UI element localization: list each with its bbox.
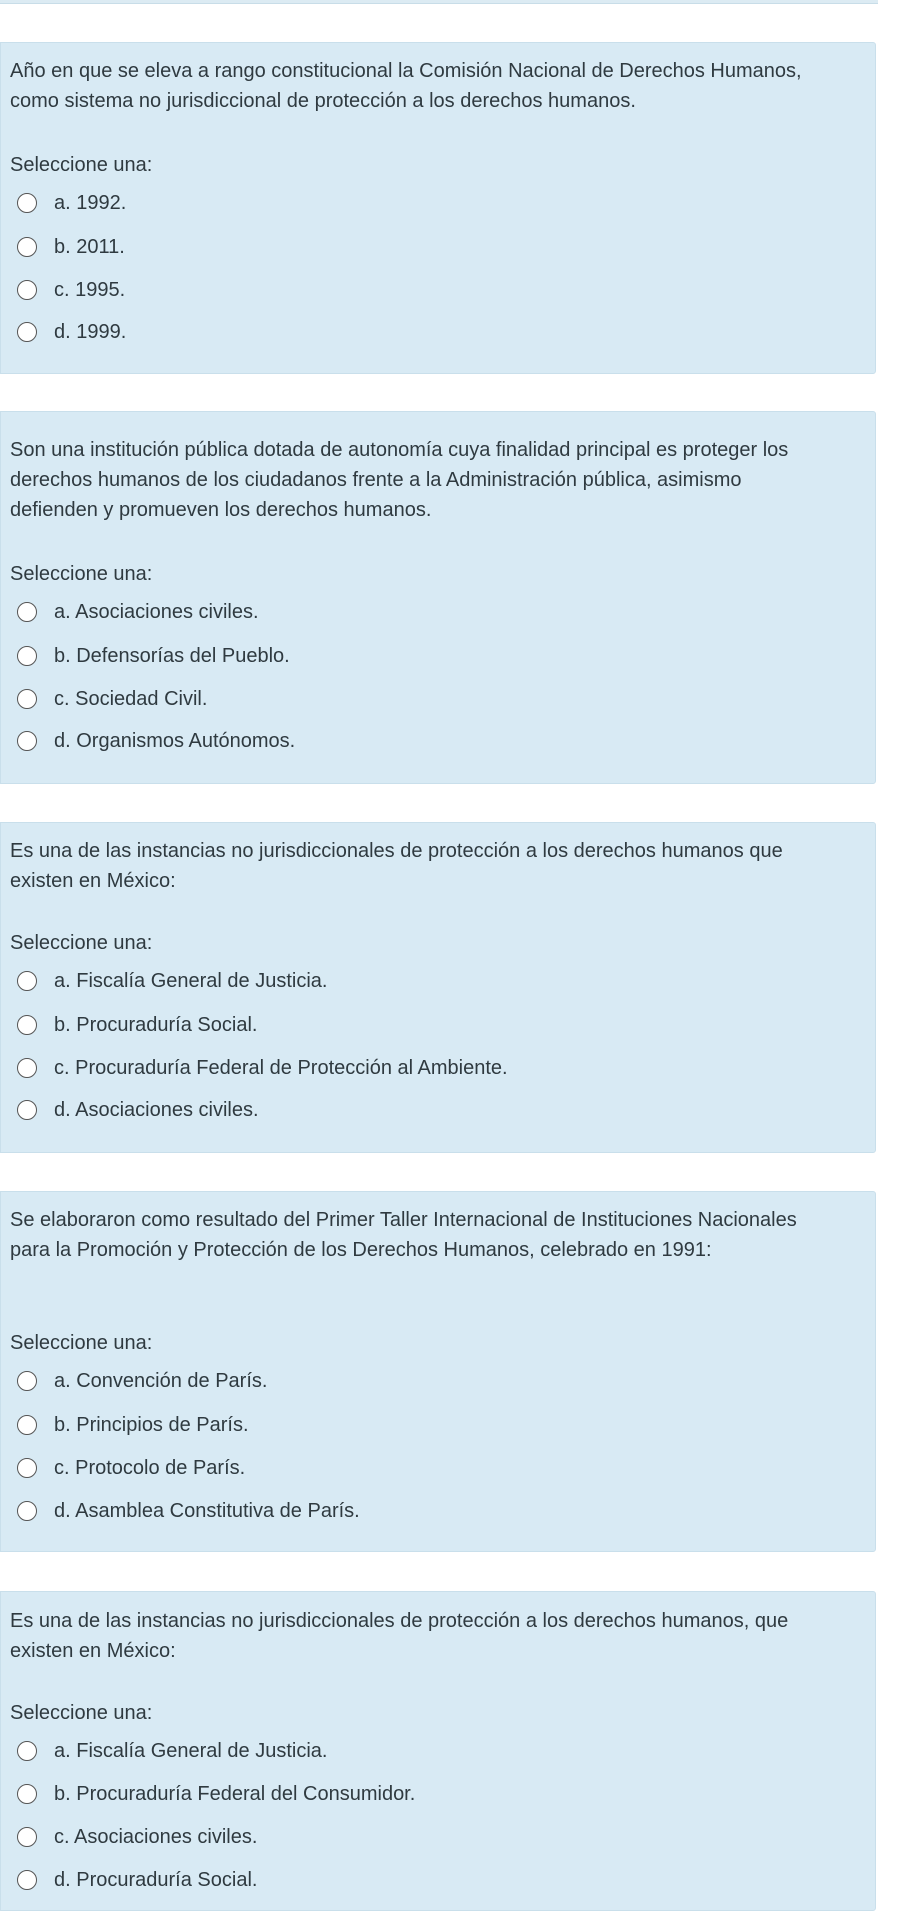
radio-button[interactable] [17,1458,37,1478]
option-label: b. Principios de París. [54,1414,249,1436]
answer-option-b[interactable] [17,232,125,262]
radio-button[interactable] [17,1784,37,1804]
answer-option-b[interactable] [17,1410,249,1440]
option-label: a. Fiscalía General de Justicia. [54,1740,328,1762]
radio-button[interactable] [17,1870,37,1890]
option-label: c. Protocolo de París. [54,1457,246,1479]
question-text: Son una institución pública dotada de autonomía cuya finalidad principal es proteger los derechos humanos de los ciudadanos frente a la Administración pública, asimismo defienden y promueven los derechos humanos. [10,439,789,521]
radio-button[interactable] [17,646,37,666]
answer-option-c[interactable] [17,275,125,305]
option-label: c. Asociaciones civiles. [54,1826,258,1848]
radio-button[interactable] [17,602,37,622]
option-label: d. Asamblea Constitutiva de París. [54,1500,360,1522]
radio-button[interactable] [17,1100,37,1120]
radio-button[interactable] [17,1501,37,1521]
radio-button[interactable] [17,322,37,342]
radio-button[interactable] [17,1827,37,1847]
question-card [0,42,876,374]
answer-option-c[interactable] [17,1453,245,1483]
select-prompt: Seleccione una: [10,563,153,585]
radio-button[interactable] [17,1415,37,1435]
answer-option-a[interactable] [17,966,327,996]
question-card [0,822,876,1153]
radio-button[interactable] [17,237,37,257]
option-label: b. Procuraduría Social. [54,1014,258,1036]
question-text: Es una de las instancias no jurisdiccionales de protección a los derechos humanos que existen en México: [10,840,783,892]
answer-option-a[interactable] [17,597,259,627]
answer-option-b[interactable] [17,1779,415,1809]
option-label: c. 1995. [54,279,126,301]
radio-button[interactable] [17,689,37,709]
answer-option-d[interactable] [17,317,126,347]
question-card [0,1191,876,1552]
question-text: Es una de las instancias no jurisdiccionales de protección a los derechos humanos, que existen en México: [10,1610,789,1662]
answer-option-c[interactable] [17,1053,508,1083]
option-label: c. Procuraduría Federal de Protección al Ambiente. [54,1057,508,1079]
option-label: b. 2011. [54,236,125,258]
answer-option-a[interactable] [17,1366,267,1396]
select-prompt: Seleccione una: [10,932,153,954]
answer-option-c[interactable] [17,1822,257,1852]
radio-button[interactable] [17,1371,37,1391]
select-prompt: Seleccione una: [10,154,153,176]
radio-button[interactable] [17,1058,37,1078]
question-text: Se elaboraron como resultado del Primer Taller Internacional de Instituciones Nacionales para la Promoción y Protección de los Derechos Humanos, celebrado en 1991: [10,1209,797,1261]
question-card [0,411,876,784]
question-text: Año en que se eleva a rango constitucional la Comisión Nacional de Derechos Humanos, como sistema no jurisdiccional de protección a los derechos humanos. [10,60,802,112]
radio-button[interactable] [17,280,37,300]
radio-button[interactable] [17,193,37,213]
answer-option-d[interactable] [17,726,295,756]
radio-button[interactable] [17,1741,37,1761]
option-label: c. Sociedad Civil. [54,688,208,710]
answer-option-d[interactable] [17,1095,259,1125]
option-label: d. Procuraduría Social. [54,1869,258,1891]
radio-button[interactable] [17,731,37,751]
radio-button[interactable] [17,971,37,991]
option-label: d. Organismos Autónomos. [54,730,296,752]
select-prompt: Seleccione una: [10,1702,153,1724]
answer-option-b[interactable] [17,641,290,671]
answer-option-c[interactable] [17,684,207,714]
option-label: a. Fiscalía General de Justicia. [54,970,328,992]
select-prompt: Seleccione una: [10,1332,153,1354]
answer-option-a[interactable] [17,1736,327,1766]
answer-option-b[interactable] [17,1010,257,1040]
answer-option-d[interactable] [17,1496,360,1526]
option-label: d. 1999. [54,321,127,343]
option-label: a. 1992. [54,192,127,214]
option-label: b. Defensorías del Pueblo. [54,645,290,667]
option-label: a. Convención de París. [54,1370,268,1392]
answer-option-a[interactable] [17,188,126,218]
radio-button[interactable] [17,1015,37,1035]
previous-card-edge [0,0,878,4]
option-label: b. Procuraduría Federal del Consumidor. [54,1783,416,1805]
option-label: a. Asociaciones civiles. [54,601,259,623]
option-label: d. Asociaciones civiles. [54,1099,259,1121]
question-card [0,1591,876,1911]
answer-option-d[interactable] [17,1865,257,1895]
